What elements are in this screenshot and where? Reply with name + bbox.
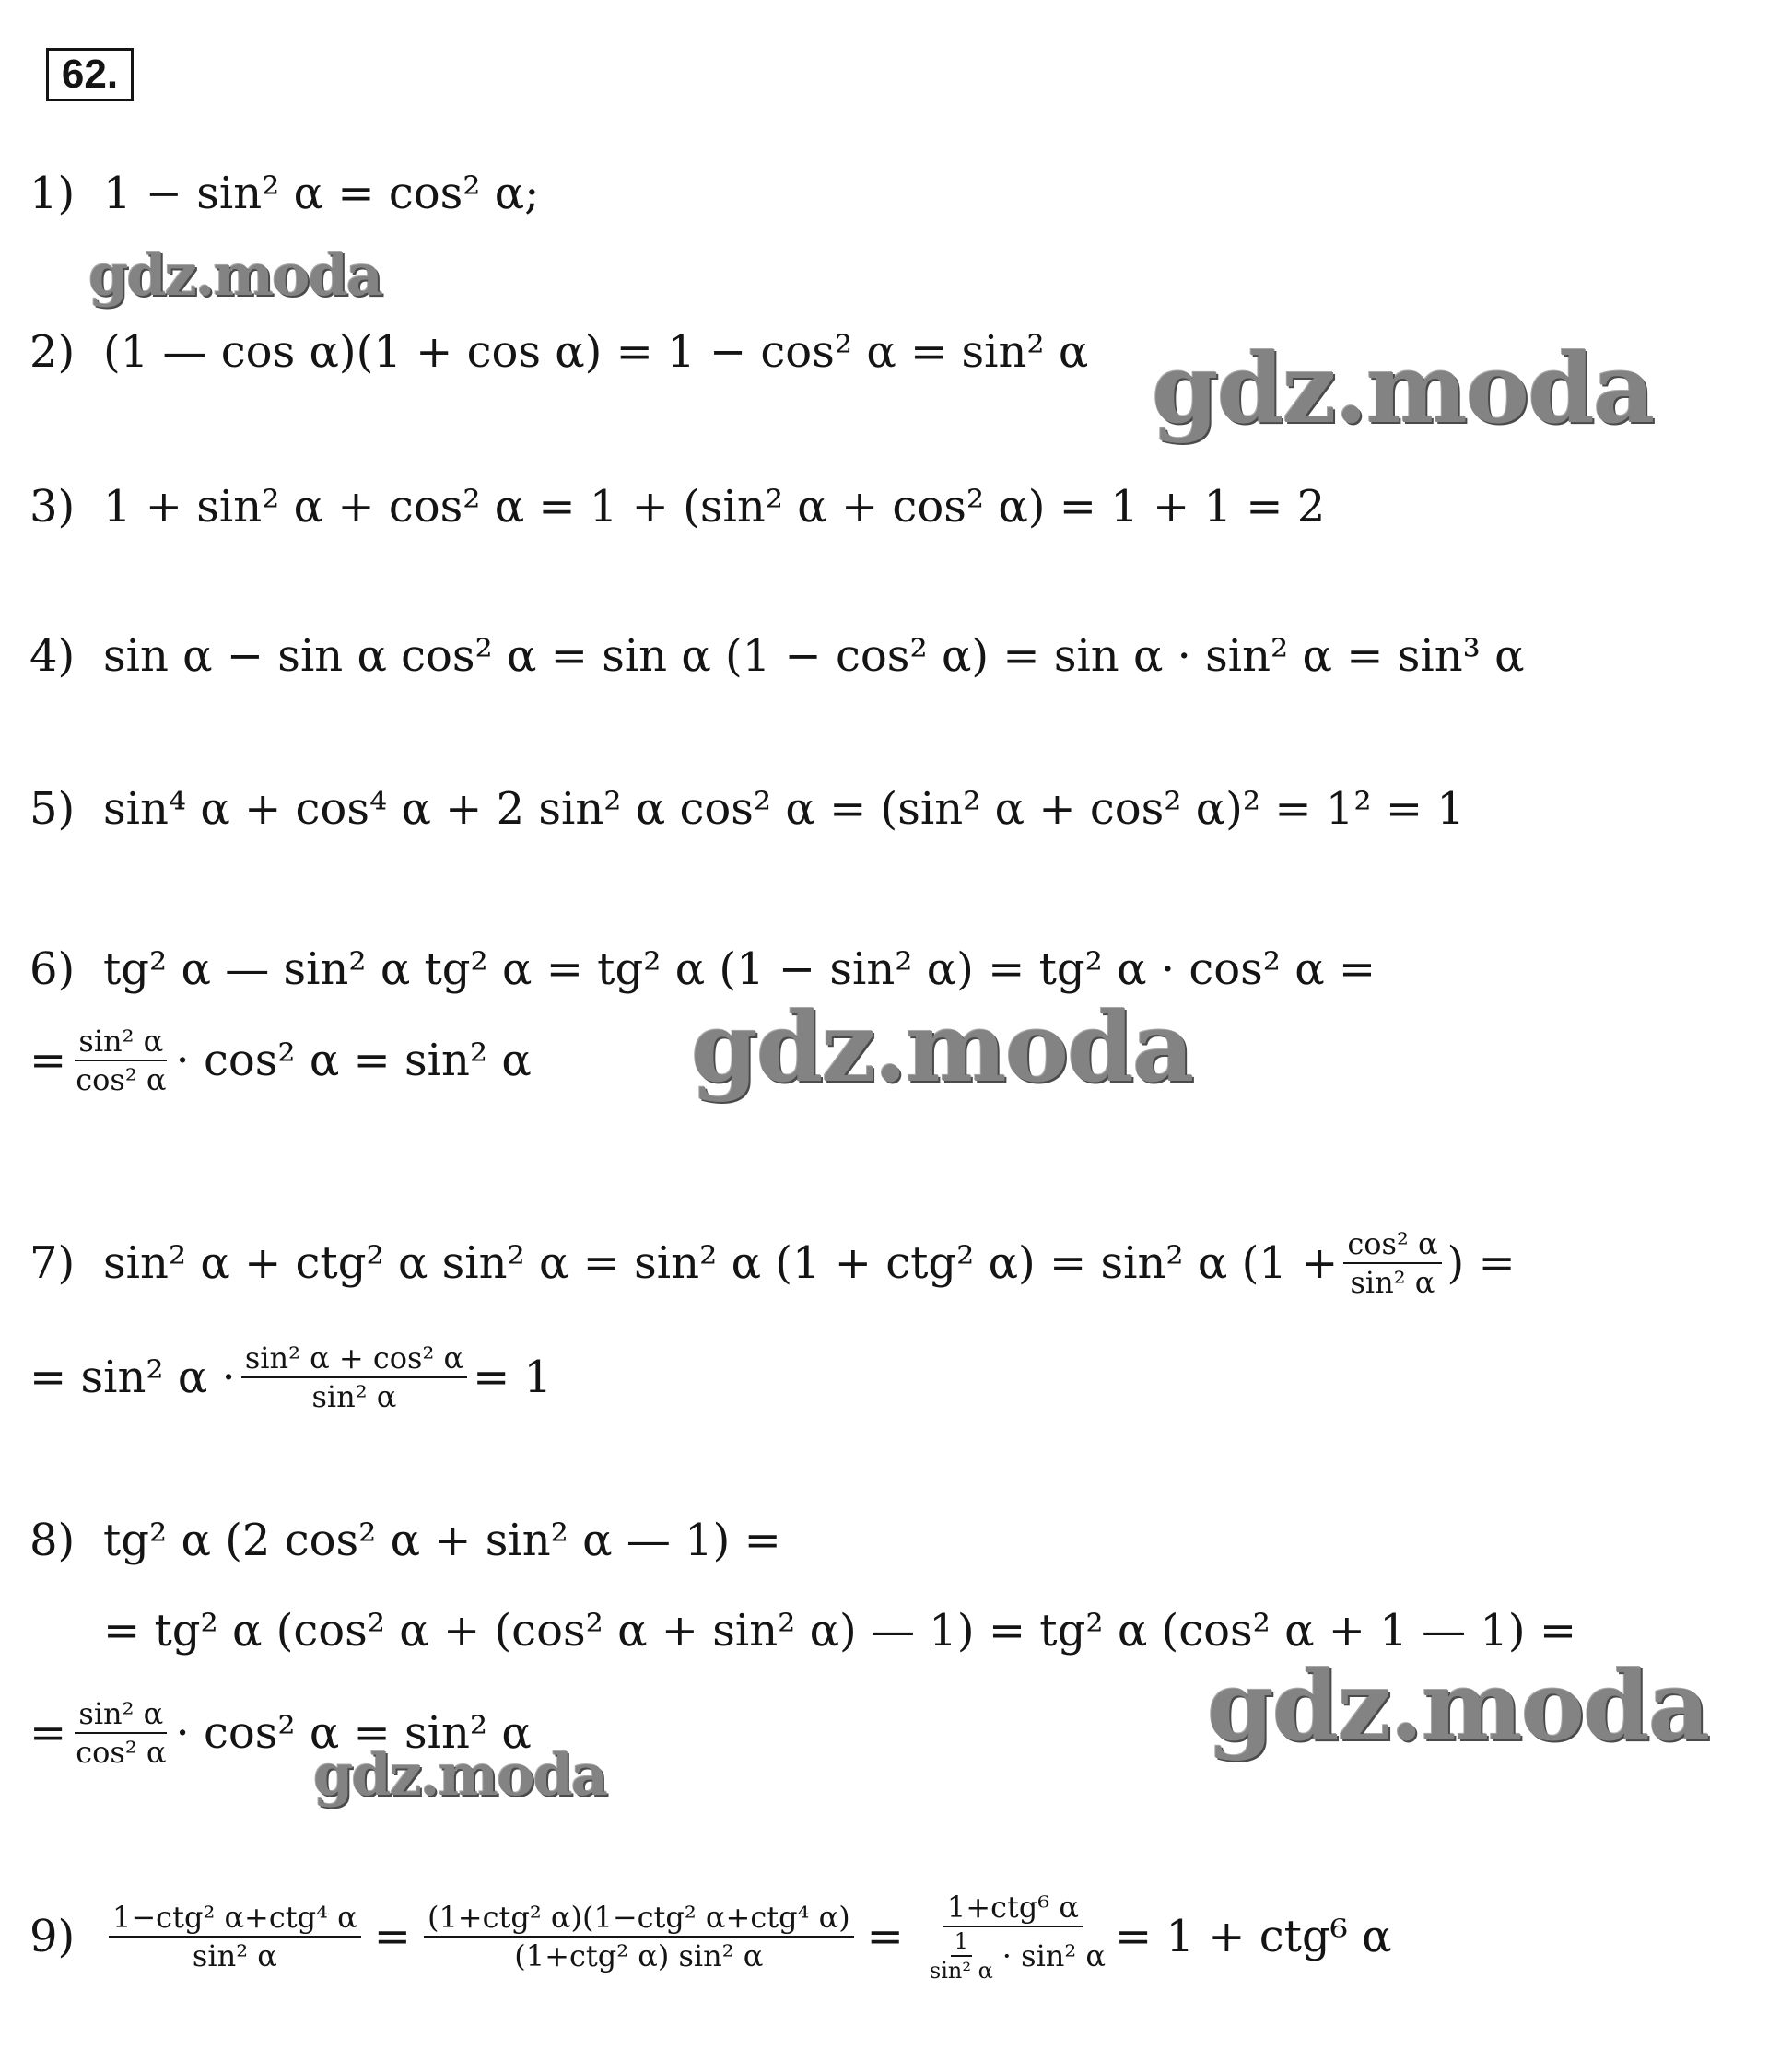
numerator: sin² α bbox=[75, 1023, 167, 1061]
numerator: sin² α + cos² α bbox=[241, 1340, 467, 1378]
item-label: 5) bbox=[29, 783, 76, 835]
item-label: 3) bbox=[29, 481, 76, 533]
equation-7-line-1 bbox=[29, 1225, 1516, 1301]
watermark: gdz.moda bbox=[313, 1741, 606, 1809]
fraction bbox=[72, 1023, 170, 1098]
equation-text: = sin² α · bbox=[29, 1352, 236, 1403]
denominator: (1+ctg² α) sin² α bbox=[514, 1938, 764, 1973]
item-label: 7) bbox=[29, 1237, 76, 1289]
denominator: cos² α bbox=[76, 1735, 167, 1770]
watermark: gdz.moda bbox=[691, 990, 1193, 1104]
item-label: 2) bbox=[29, 326, 76, 378]
equation-6-line-2 bbox=[29, 1023, 532, 1098]
denominator: cos² α bbox=[76, 1062, 167, 1097]
denominator: sin² α bbox=[192, 1938, 277, 1973]
numerator: sin² α bbox=[75, 1695, 167, 1734]
numerator: (1+ctg² α)(1−ctg² α+ctg⁴ α) bbox=[424, 1899, 854, 1938]
equation-1 bbox=[29, 166, 539, 221]
equation-text: tg² α — sin² α tg² α = tg² α (1 − sin² α) = tg² α · cos² α = bbox=[103, 943, 1376, 995]
equals-sign: = bbox=[29, 1035, 67, 1086]
equation-4 bbox=[29, 628, 1525, 684]
equation-text: = tg² α (cos² α + (cos² α + sin² α) — 1) = tg² α (cos² α + 1 — 1) = bbox=[103, 1605, 1577, 1657]
numerator: 1−ctg² α+ctg⁴ α bbox=[109, 1899, 361, 1938]
equation-text: sin² α + ctg² α sin² α = sin² α (1 + ctg² α) = sin² α (1 + bbox=[103, 1237, 1339, 1289]
fraction bbox=[241, 1340, 467, 1415]
denominator bbox=[917, 1927, 1109, 1985]
equation-9 bbox=[29, 1889, 1392, 1985]
numerator: 1+ctg⁶ α bbox=[943, 1889, 1083, 1927]
equals-sign: = bbox=[373, 1911, 411, 1962]
fraction bbox=[72, 1695, 170, 1771]
denominator: sin² α bbox=[929, 1958, 993, 1984]
item-label: 8) bbox=[29, 1515, 76, 1566]
equation-text: · sin² α bbox=[1001, 1938, 1107, 1973]
fraction bbox=[109, 1899, 361, 1974]
item-label: 4) bbox=[29, 630, 76, 682]
equation-text: · cos² α = sin² α bbox=[175, 1035, 532, 1086]
equals-sign: = bbox=[29, 1707, 67, 1759]
equation-text: sin⁴ α + cos⁴ α + 2 sin² α cos² α = (sin² α + cos² α)² = 1² = 1 bbox=[103, 783, 1465, 835]
equation-2 bbox=[29, 324, 1088, 380]
equation-text: = 1 + ctg⁶ α bbox=[1115, 1911, 1392, 1962]
equation-text: = 1 bbox=[473, 1352, 553, 1403]
watermark: gdz.moda bbox=[1207, 1649, 1709, 1762]
item-label: 6) bbox=[29, 943, 76, 995]
nested-fraction bbox=[926, 1927, 997, 1985]
equation-8-line-1 bbox=[29, 1513, 781, 1568]
fraction bbox=[424, 1899, 854, 1974]
item-label: 1) bbox=[29, 168, 76, 219]
numerator: 1 bbox=[951, 1927, 972, 1957]
equation-5 bbox=[29, 781, 1465, 837]
fraction bbox=[917, 1889, 1109, 1985]
equation-6-line-1 bbox=[29, 942, 1376, 997]
equation-text: · cos² α = sin² α bbox=[175, 1707, 532, 1759]
item-label: 9) bbox=[29, 1911, 76, 1962]
problem-number: 62. bbox=[46, 48, 134, 101]
equation-text: 1 − sin² α = cos² α; bbox=[103, 168, 540, 219]
equation-text: sin α − sin α cos² α = sin α (1 − cos² α) = sin α · sin² α = sin³ α bbox=[103, 630, 1525, 682]
watermark: gdz.moda bbox=[88, 241, 381, 309]
denominator: sin² α bbox=[1350, 1265, 1435, 1300]
equation-text: (1 — cos α)(1 + cos α) = 1 − cos² α = sin² α bbox=[103, 326, 1089, 378]
watermark: gdz.moda bbox=[1152, 332, 1654, 445]
equals-sign: = bbox=[866, 1911, 904, 1962]
equation-text: 1 + sin² α + cos² α = 1 + (sin² α + cos² α) = 1 + 1 = 2 bbox=[103, 481, 1326, 533]
equation-text: tg² α (2 cos² α + sin² α — 1) = bbox=[103, 1515, 781, 1566]
equation-3 bbox=[29, 479, 1325, 534]
equation-7-line-2 bbox=[29, 1340, 552, 1415]
numerator: cos² α bbox=[1343, 1225, 1441, 1264]
fraction bbox=[1343, 1225, 1441, 1301]
denominator: sin² α bbox=[311, 1379, 397, 1414]
equation-text: ) = bbox=[1446, 1237, 1516, 1289]
